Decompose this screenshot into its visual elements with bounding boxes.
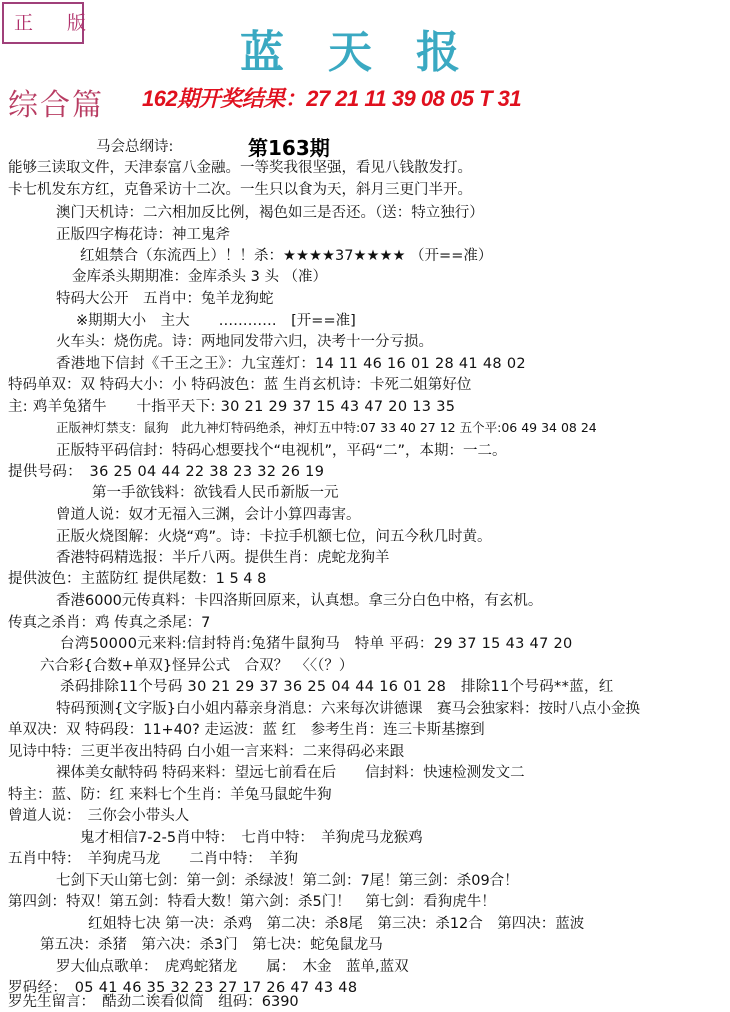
text-line: 正版特平码信封：特码心想要找个“电视机”，平码“二”，本期：一二。 bbox=[56, 443, 507, 459]
text-line: 罗大仙点歌单： 虎鸡蛇猪龙 属： 木金 蓝单,蓝双 bbox=[56, 959, 409, 975]
text-line: 主: 鸡羊兔猪牛 十指平天下: 30 21 29 37 15 43 47 20 13 35 bbox=[8, 399, 456, 415]
text-line: 七剑下天山第七剑：第一剑：杀绿波！第二剑：7尾！第三剑：杀09合！ bbox=[56, 873, 519, 889]
text-line: 火车头：烧伤虎。诗：两地同发带六归，决考十一分亏损。 bbox=[56, 334, 433, 350]
text-line: 第一手欲钱料：欲钱看人民币新版一元 bbox=[92, 485, 339, 501]
text-line: 能够三读取文件，天津泰富八金融。一等奖我很坚强，看见八钱散发打。 bbox=[8, 160, 472, 176]
text-line: 杀码排除11个号码 30 21 29 37 36 25 04 44 16 01 28 排除11个号码**蓝，红 bbox=[60, 679, 614, 695]
text-line: 澳门天机诗：二六相加反比例，褐色如三是否还。（送：特立独行） bbox=[56, 205, 484, 221]
text-line: 罗码经： 05 41 46 35 32 23 27 17 26 47 43 48 bbox=[8, 980, 358, 996]
text-line: 香港地下信封《千王之王》：九宝莲灯：14 11 46 16 01 28 41 48 02 bbox=[56, 356, 526, 372]
text-line: 提供号码： 36 25 04 44 22 38 23 32 26 19 bbox=[8, 464, 325, 480]
text-line: 马会总纲诗: bbox=[96, 139, 174, 155]
text-line: 金库杀头期期准：金库杀头 3 头 （准） bbox=[72, 269, 328, 285]
text-line: 特码预测{文字版}白小姐内幕亲身消息：六来每次讲德课 赛马会独家料：按时八点小金换 bbox=[56, 701, 640, 717]
issue-number: 第163期 bbox=[248, 136, 330, 160]
section-title: 综合篇 bbox=[8, 88, 104, 123]
text-line: 单双决：双 特码段：11+40? 走运波：蓝 红 参考生肖：连三卡斯基擦到 bbox=[8, 722, 485, 738]
text-line: 鬼才相信7-2-5肖中特： 七肖中特： 羊狗虎马龙猴鸡 bbox=[80, 830, 423, 846]
stamp-badge: 正 版 bbox=[2, 2, 84, 44]
text-line: 曾道人说： 三你会小带头人 bbox=[8, 808, 190, 824]
text-line: 卡七机发东方红，克鲁采访十二次。一生只以食为天，斜月三更门半开。 bbox=[8, 182, 472, 198]
text-line: 红姐特七决 第一决：杀鸡 第二决：杀8尾 第三决：杀12合 第四决：蓝波 bbox=[88, 916, 585, 932]
page-title: 蓝天报 bbox=[240, 27, 504, 78]
text-line: 传真之杀肖：鸡 传真之杀尾：7 bbox=[8, 615, 211, 631]
text-line: 正版神灯禁支：鼠狗 此九神灯特码绝杀，神灯五中特:07 33 40 27 12 五个平:06 49 34 08 24 bbox=[56, 420, 597, 435]
text-line: 裸体美女献特码 特码来料：望远七前看在后 信封料：快速检测发文二 bbox=[56, 765, 525, 781]
text-line: 曾道人说：奴才无福入三渊，会计小算四毒害。 bbox=[56, 507, 361, 523]
text-line: 提供波色：主蓝防红 提供尾数：1 5 4 8 bbox=[8, 571, 267, 587]
text-line: 见诗中特：三更半夜出特码 白小姐一言来料：二来得码必来跟 bbox=[8, 744, 405, 760]
text-line: 香港6000元传真料：卡四洛斯回原来，认真想。拿三分白色中格，有玄机。 bbox=[56, 593, 543, 609]
previous-result: 162期开奖结果：27 21 11 39 08 05 T 31 bbox=[142, 86, 522, 111]
text-line: 香港特码精选报：半斤八两。提供生肖：虎蛇龙狗羊 bbox=[56, 550, 390, 566]
text-line: 正版火烧图解：火烧“鸡”。诗：卡拉手机额七位，问五今秋几时黄。 bbox=[56, 529, 492, 545]
text-line: 第四剑：特双！第五剑：特看大数！第六剑：杀5门！ 第七剑：看狗虎牛！ bbox=[8, 894, 496, 910]
text-line: 红姐禁合（东流西上）！！杀：★★★★37★★★★ （开==准） bbox=[80, 248, 493, 264]
text-line: 台湾50000元来料:信封特肖:兔猪牛鼠狗马 特单 平码：29 37 15 43 47 20 bbox=[60, 636, 573, 652]
text-line: 罗先生留言： 酷劲二诶看似简 组码：6390 bbox=[8, 994, 299, 1010]
text-line: 特主：蓝、防：红 来料七个生肖：羊兔马鼠蛇牛狗 bbox=[8, 787, 332, 803]
text-line: 五肖中特： 羊狗虎马龙 二肖中特： 羊狗 bbox=[8, 851, 298, 867]
text-line: 第五决：杀猪 第六决：杀3门 第七决：蛇兔鼠龙马 bbox=[40, 937, 383, 953]
text-line: 六合彩{合数+单双}怪异公式 合双？ 〈〈（？） bbox=[40, 658, 354, 674]
text-line: 特码单双：双 特码大小：小 特码波色：蓝 生肖玄机诗：卡死二姐第好位 bbox=[8, 377, 472, 393]
text-line: 正版四字梅花诗：神工鬼斧 bbox=[56, 227, 230, 243]
text-line: 特码大公开 五肖中：兔羊龙狗蛇 bbox=[56, 291, 274, 307]
text-line: ※期期大小 主大 ………… [开==准] bbox=[76, 313, 356, 329]
